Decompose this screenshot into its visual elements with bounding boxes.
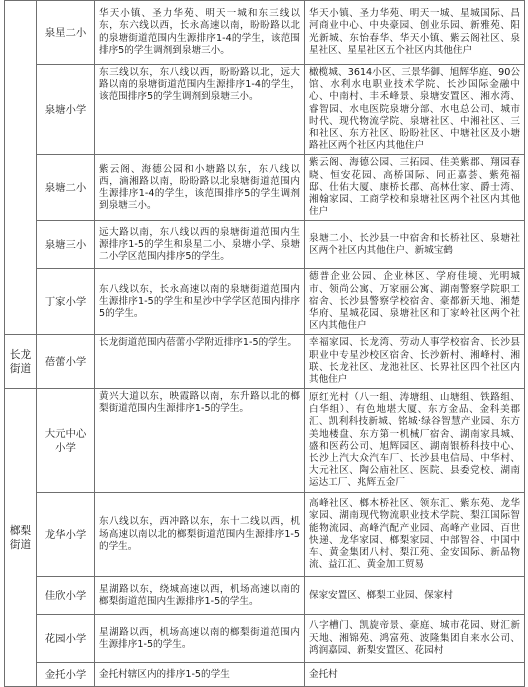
zone-description: 黄兴大道以东，映霞路以南，东升路以北的榔梨街道范围内生源排序1-5的学生。 [95, 389, 305, 493]
zone-description: 长龙街道范围内蓓蕾小学附近排序1-5的学生。 [95, 335, 305, 389]
school-name: 金托小学 [37, 663, 95, 687]
community-list: 原红光村（八一组、涛塘组、山塘组、铁路组、白华组）、有色地堪大厦、东方金品、金科美郡汇、凯利科技新城、铭城·绿谷智慧产业园、东方美地楼盘、东方第一机械厂宿舍、湖南家具城、盛和医药公司、旭辉园区、湖南银桥科技中心、长沙上汽大众汽车厂、长沙县电信局、中华村、大元社区、陶公庙社区、医院、县委党校、湖南运达工厂、兆辉五金厂 [305, 389, 525, 493]
community-list: 泉塘二小、长沙县一中宿舍和长桥社区、泉塘社区两个社区内其他住户、新城宝鹤 [305, 221, 525, 269]
table-row [5, 663, 525, 687]
table-row [5, 269, 525, 335]
school-name: 泉塘小学 [37, 65, 95, 155]
table-row [5, 335, 525, 389]
community-list: 幸福家园、长龙湾、劳动人事学校宿舍、长沙县职业中专星沙校区宿舍、长沙新村、湘峰村、湘联、长龙社区、龙池社区、长界社区四个社区内其他住户 [305, 335, 525, 389]
street-name: 长龙街道 [5, 335, 37, 389]
table-row [5, 577, 525, 615]
school-name: 蓓蕾小学 [37, 335, 95, 389]
street-cell [5, 1, 37, 335]
zone-description: 星湖路以东，绕城高速以西，机场高速以南的榔梨街道范围内生源排序1-5的学生。 [95, 577, 305, 615]
table-row [5, 493, 525, 577]
zone-description: 华天小镇、圣力华苑、明天一城和东三线以东，东六线以西，长永高速以南，盼盼路以北的泉塘街道范围内生源排序1-4的学生，该范围排序5的学生调剂到泉塘三小。 [95, 1, 305, 65]
school-name: 泉星二小 [37, 1, 95, 65]
community-list: 华天小镇、圣力华苑、明天一城、星城国际、昌河商业中心、中央豪园、创业乐园、新雅苑、阳光新城、东怡春华、华天小镇、紫云阁社区、泉星社区、星星社区五个社区内其他住户 [305, 1, 525, 65]
zone-description: 金托村辖区内的排序1-5的学生 [95, 663, 305, 687]
table-row [5, 1, 525, 65]
zone-description: 东三线以东，东八线以西，盼盼路以北，远大路以南的泉塘街道范围内生源排序1-4的学生，该范围排序5的学生调剂到泉塘三小。 [95, 65, 305, 155]
community-list: 八字槽门、凯旋帝景、豪庭、城市花园、财汇新天地、湘锦苑、鸿富苑、波隆集团自来水公司、鸿润嘉园、新梨安置区、花园村 [305, 615, 525, 663]
school-name: 泉塘二小 [37, 155, 95, 221]
table-row [5, 389, 525, 493]
street-name: 榔梨街道 [5, 389, 37, 687]
school-name: 佳欣小学 [37, 577, 95, 615]
school-name: 大元中心小学 [37, 389, 95, 493]
school-name: 泉塘三小 [37, 221, 95, 269]
community-list: 德普企业公园、企业林区、学府佳境、光明城市、领尚公寓、万家丽公寓、湖南警察学院职工宿舍、长沙县警察学校宿舍、豪都新天地、湘楚华府、星城花园、泉塘社区和丁家岭社区两个社区内其他住户 [305, 269, 525, 335]
zone-description: 星湖路以西，机场高速以南的榔梨街道范围内生源排序1-5的学生。 [95, 615, 305, 663]
community-list: 高峰社区、榔木桥社区、领东汇、紫东苑、龙华家园、湖南现代物流职业技术学院、梨江国际智能物流园、高峰汽配产业园、高峰产业园、百世快递、龙华家园、榔梨家园、中部智谷、中国中车、黄金集团八村、梨江苑、金安国际、新品物流、益江汇、黄金加工贸易 [305, 493, 525, 577]
community-list: 保家安置区、榔梨工业园、保家村 [305, 577, 525, 615]
zone-description: 紫云阁、海德公园和小塘路以东，东八线以西，滴湘路以南，盼盼路以北泉塘街道范围内生源排序1-4的学生，该范围排序5的学生调剂到泉塘三小。 [95, 155, 305, 221]
zone-description: 远大路以南，东八线以西的泉塘街道范围内生源排序1-5的学生和泉星二小、泉塘小学、泉塘二小学区范围内排序5的学生。 [95, 221, 305, 269]
zone-description: 东八线以东，西冲路以东，东十二线以西，机场高速以南以北的榔梨街道范围内生源排序1-5的学生。 [95, 493, 305, 577]
school-zone-table [4, 0, 525, 687]
table-row [5, 155, 525, 221]
community-list: 金托村 [305, 663, 525, 687]
table-row [5, 221, 525, 269]
table-row [5, 65, 525, 155]
community-list: 紫云阁、海德公园、三拓园、佳美紫郡、翔园春晓、恒安花园、高桥国际、同正嘉荟、紫苑福邸、仕佑大厦、康桥长郡、高林仕家、爵士湾、湘翰家园、工商学校和泉塘社区两个社区内其他住户 [305, 155, 525, 221]
school-name: 丁家小学 [37, 269, 95, 335]
school-name: 花园小学 [37, 615, 95, 663]
school-name: 龙华小学 [37, 493, 95, 577]
zone-description: 东八线以东，长永高速以南的泉塘街道范围内生源排序1-5的学生和星沙中学学区范围内排序5的学生。 [95, 269, 305, 335]
table-row [5, 615, 525, 663]
community-list: 橄榄城、3614小区、三景华御、旭辉华庭、90公馆、水利水电职业技术学院、长沙国际金融中心、中南村、丰禾峰景、泉塘安置区、湘水湾、睿智园、水电医院泉塘分部、水电总公司、城市时代、现代物流学院、泉塘社区、中湘社区、三和社区、东方社区、盼盼社区、中塘社区及小塘路社区两个社区内其他住户 [305, 65, 525, 155]
